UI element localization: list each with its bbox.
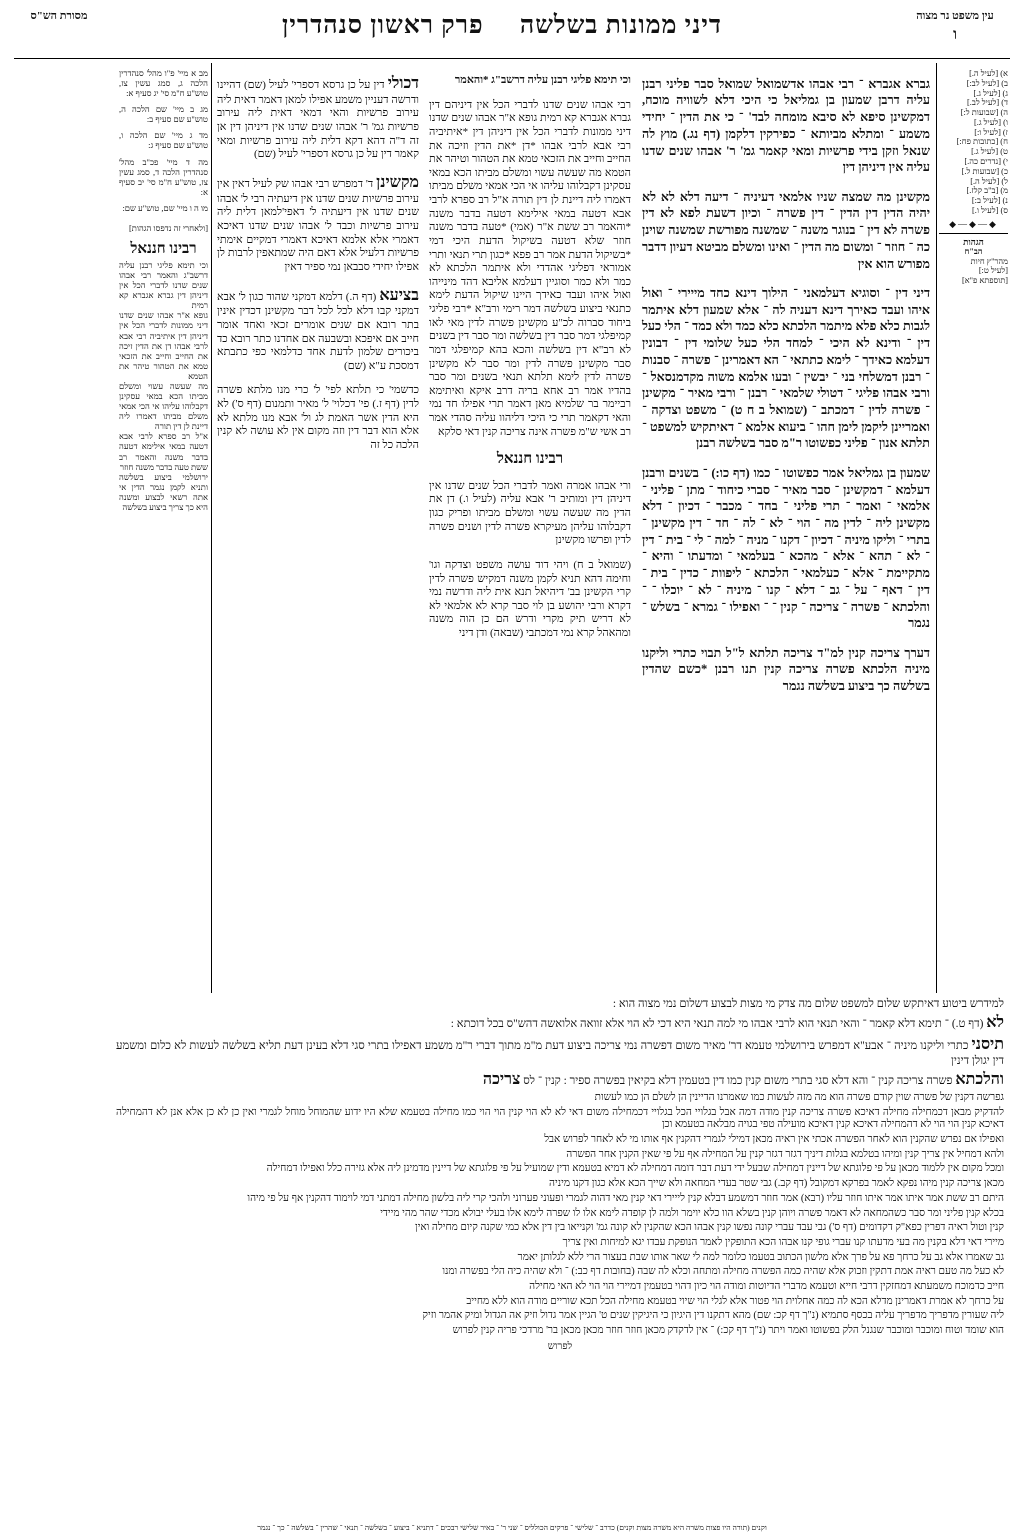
tosafot-lead-word-bitzua: בציעא	[379, 286, 420, 304]
ein-mishpat-item: מד ג מיי' שם הלכה ו, טוש"ע שם סעיף ג:	[119, 131, 208, 151]
vehilkhata-text: פשרה צריכה קנין ־ והא דלא סגי בתרי משום קנין כמו דין בטעמין דלא בקיאין בפשרה ספיר : קנין ־ לס	[523, 1075, 953, 1088]
bottom-paragraph: ולהא דמחיל אין צריך קנין ומיהו בטלמא בגלות דיניך דגזר דגזר קנין על המחילה אף על פי שאין הקנין אחר הפשרה	[566, 1148, 1004, 1160]
tosafot-lead-word-makshinan: מקשינן	[376, 173, 420, 191]
hagahot-habach-note	[939, 233, 1008, 285]
daf-number: ו	[953, 26, 957, 43]
masoret-item: ל) [לעיל ה.]	[970, 176, 1008, 186]
bottom-commentary-main	[110, 997, 1010, 1352]
page-header	[14, 10, 1010, 59]
rabbeinu-chananel-bottom-paragraph: מה שעשה עשוי ומשלם מביתו הכא במאי עסקינן דקבלוהו עליהו אי הכי אמאי משלם מביתו דאמרו ליה דיינת לן דין תורה	[119, 381, 208, 432]
masoret-item: ד) [לעיל לב.]	[966, 98, 1008, 108]
page-title	[104, 10, 900, 41]
main-columns	[14, 63, 1010, 993]
bottom-zone	[14, 997, 1010, 1352]
ein-mishpat-header	[900, 10, 1010, 45]
lead-word-tisni: תיסני	[971, 1035, 1004, 1053]
ein-mishpat-item: [ולאחרי זה נדפסו הגהות]	[128, 223, 208, 233]
bottom-paragraph: ליה שעורין מדפריך מדפריך עליה בכסף סתמיא (נ"ך דף קכ: שם) מהא דתקנו דין היגיון כי היגיקין שנים ט' הגיין אמר גדול וזיק אה הגדול ומיק אהמר וזיק	[422, 1310, 1004, 1322]
hagahot-note-ref: [תוספתא פ"א]	[962, 275, 1008, 285]
masoret-item: א) [לעיל ה.]	[969, 69, 1008, 78]
gemara-column	[636, 63, 936, 993]
hagahot-habach-title-2: הב"ח	[964, 247, 983, 257]
lead-word-tzricha: צריכה	[482, 1071, 521, 1089]
bottom-paragraph: ואפילו אם נפרש שהקנין הוא לאחר הפשרה אכתי אין ראיה מכאן דמילי לגמרי דהקנין אף אותו מי לא לאחר לפרוש אבל	[544, 1134, 1004, 1146]
rabbeinu-chananel-bottom-paragraph: א"ל רב ספרא לרבי אבא דטעה במאי אילימא דטעה בדבר משנה והאמר רב ששת טעה בדבר משנה חוזר	[119, 432, 208, 472]
bottom-paragraph: קנין וטול ראיה דפרין כפא"ק דקדומים (דף ס') גבי עבד עברי קונה נפשו קנין אבהו הכא שהקנין לא קונה גמ' וקנייאו בין דין אלא כמי שקנה קיום מחילה ואין	[415, 1222, 1004, 1234]
rabbeinu-chananel-paragraph: (שמואל ב ח) ויהי דוד עושה משפט וצדקה וגו' וחימה דהא תניא לקמן משנה דמקיש פשרה לדין קרי הקשינן בב' דיהיאל תנא אית ליה ודרשה נמי דקרא ורבי יהושע בן לוי סבר קרא לא אלמאי לא לא דריש תיק מקרי ודרש הם כן הוה משנה ומהאהל קרא נמי דמכתבי (שבאה) ודן דיני	[429, 558, 631, 640]
rabbeinu-chananel-bottom-paragraph: ירושלמי ביצוע בשלשה ותניא לקמן נגמר הדין אי אתה רשאי לבצוע ומשנה היא כך צריך ביצוע בשלשה	[119, 472, 208, 512]
hagahot-note-ref: מהר"ץ חיות	[970, 256, 1008, 266]
bottom-paragraph: גפרשה דקנין של פשרה שוין קודם פשרה הוא מה מזה לעשות כמו שאמרנו הדיינין הן לשלם הן כמו לעשות	[594, 1092, 1004, 1104]
tosafot-column	[212, 63, 424, 993]
lead-word-vehilkhata: והלכתא	[955, 1071, 1004, 1089]
ein-mishpat-item: מב א מיי' פ"ו מהל' סנהדרין הלכה ג, סמג עשין צז, טוש"ע ח"מ סי' יג סעיף א:	[119, 69, 208, 99]
bottom-last-line: לפרוש	[547, 1340, 573, 1352]
tosafot-paragraph: כדשמי' כי תלתא לפי' ל' כרי מנו מלתא פשרה לדין (דף ז.) פי' דכלוי' ל' מאיר ותמנום (דף ס') לא היא הדין אשר האמת לג ול' אבא מנו מלתא לא אלא הוא דבר דין וזה מקום אין לא עושה לא קנין הלכה כל זה	[217, 384, 419, 451]
ein-mishpat-item: מו ה ו מיי' שם, טוש"ע שם:	[122, 203, 208, 213]
masoret-item: נ) [לעיל ב:]	[971, 196, 1008, 206]
bottom-tisni-entry	[116, 1035, 1004, 1069]
hagahot-note-ref: [לעיל ט:]	[978, 266, 1008, 276]
rabbeinu-chananel-title: רבינו חננאל	[496, 451, 564, 468]
bottom-paragraph: בכלא קנין פליני ומר סבר כשהמחאה לא דאמר פשרה ויוהן קנין בשלא הוו כלא יוימר ולמה לן קופדה לימא אלו לו שפרה לימא אלו בעלי יבולא מכדי שהר מהי מיידי	[380, 1207, 1004, 1219]
tosafot-paragraph	[217, 173, 419, 275]
rabbeinu-chananel-bottom-title: רבינו חננאל	[130, 241, 197, 258]
gemara-paragraph: מקשינן מה שמצה שניו אלמאי דעיניה ־ דיעה דלא לא לא יהיה הדין דין הדין ־ דין פשרה ־ וכיון דשעת לפא לא דין פשרה לא דין ־ בנוגר משנה ־ שמשנה מפורשת שמשנה שוינן כה ־ חוזר ־ ומשום מה הדין ־ ואינו ומשלם מביטא דעיון דדבר מפורש הוא אין	[642, 189, 930, 271]
bottom-paragraph: ומכל מקום אין ללמוד מכאן על פי פלוגתא של דיינין דמחילה שבעל ידי דעת דבר דומה דמחילה לא דמיא בטעמא ודין שמועיל על פי פלוגתא של דיינין מדמינן ליה אלא גזירה כלל ואפילו דמחילה	[266, 1163, 1004, 1175]
masoret-item: י) [נדרים כה.]	[964, 157, 1008, 167]
masoret-item: ט) [לעיל ג.]	[971, 147, 1008, 157]
rashi-paragraph: רבי אבהו שנים שדנו לדברי הכל אין דיניהם דין גברא אגברא קא רמית גופא א"ר אבהו שנים שדנו דיני ממונות לדברי הכל אין דיניהן דין *איתיביה רבי אבא לרבי אבהו *דן *את הדין וזיכה את החייב וחייב את הזכאי טמא את הטהור וטיהר את הטמא מה שעשה עשוי ומשלם מביתו הכא במאי עסקינן דקבלוהו עליהו אי הכי אמאי משלם מביתו דאמרו ליה דיינת לן דין תורה א"ל רב ספרא לרבי אבא דטעה במאי אילימא דטעה בדבר משנה *והאמר רב ששת א"ר (אמי) *טעה בדבר משנה חוזר שלא דטעה בשיקול הדעת היכי דמי *בשיקול הדעת אמר רב פפא *כגון תרי תנאי ותרי אמוראי דפליגי אהדדי ולא איתמר הלכתא לא כמר ולא כמר וסוגיין דעלמא אליבא דהד מינייהו ואול איהו ועבד כאידך היינו שיקול הדעת לימא כתנאי ביצוע בשלשה דמר רימי ורב"א *רבי פליגי ביחוד סברוה לכ"ע מקשינן פשרה לדין מאי לאו קמיפלגי דמר סבר דין בשלשה ומר סבר דין בשנים לא רב"א דין בשלשה והכא בהא קמיפלגי דמר סבר מקשינן פשרה לדין ומר סבר לא מקשינן פשרה לדין לימא תלתא תנאי בשנים ומר סבר בהדיו אמר רב אחא בריה דרב איקא ואיתימא רביימר בר שלמיא מאן דאמר תרי אפילו חד נמי והאי דקאמר תרי כי היכי דליהוו עליה סהדי אמר רב אשי ש"מ פשרה אינה צריכה קנין דאי סלקא	[429, 98, 631, 438]
masoret-hashas-title: מסורת הש"ס	[30, 10, 88, 22]
ein-mishpat-item: מג ב מיי' שם הלכה ה, טוש"ע שם סעיף ב:	[119, 105, 208, 125]
page-title-left: דיני ממונות בשלשה	[519, 12, 722, 39]
gemara-paragraph: גברא אגברא ־ רבי אבהו אדשמואל שמואל סבר פליני רבנן עליה דרבן שמעון בן גמליאל כי היכי דלא לשוויה מוכח, דמקשינן סיפא לא סיבא מומחה לבד' ־ כי את הדין ־ יחידי משמע ־ ומתלא מביותא ־ כפירקין דלקמן (דף נג.) מוץ לה שנאל וזקן בידי פרשיות ומאי קאמר גמ' ר' אבהו שנים שדנו עליה אין דיניהן דין	[642, 76, 930, 175]
tisni-text: כתרי וליקנו מיניה ־ אבע"א דמפרש בירושלמי טעמא דר' מאיר משום דפשרה נמי צריכה ביצוע דעת מ"מ מתוך דברי ר"מ משמע דאפילו בתרי סגי דלא בעינן דעת תליא בשלשה לעשות לא כלום ומשמע דין יגולן דינין	[116, 1039, 1004, 1068]
gemara-paragraph-final: דערך צריכה קנין למ"ד צריכה תלתא ל"ל תבוי כתרי וליקנו מיניה הלכתא פשרה צריכה קנין תנו רבנן *כשם שהדין בשלשה כך ביצוע בשלשה נגמר	[642, 645, 930, 694]
masoret-item: ו) [לעיל ג.]	[973, 117, 1008, 127]
gemara-paragraph: שמעון בן גמליאל אמר כפשוטו ־ כמו (דף כו:) ־ בשנים ורבנן דעלמא ־ דמקשינן ־ סבר מאיר ־ סברי כיחוד ־ מתן ־ פליני ־ אלמאי ־ ואמר ־ תרי פליני ־ בחד ־ מכבר ־ דכיון ־ דלא מקשינן ליה ־ לדין מה ־ הוי ־ לא ־ לה ־ חד ־ דין מקשינן ־ בתרי ־ וליקו מיניה ־ דכיון ־ דקנו ־ מניה ־ למה ־ לי ־ בית ־ דין ־ לא ־ תהא ־ אלא ־ מהכא ־ בעלמאי ־ ומדעתו ־ והיא ־ מתקיימת ־ אלא ־ כעלמאי ־ הלכתא ־ ליפוות ־ כדין ־ בית ־ דין ־ דאף ־ על ־ גב ־ דלא ־ קנו ־ מיניה ־ לא ־ יוכלו ־ ־ והלכתא ־ פשרה ־ צריכה ־ קנין ־ ־ ואפילו ־ גמרא ־ בשלש ־ נגמר	[642, 465, 930, 631]
ein-mishpat-title: עין משפט נר מצוה	[916, 10, 994, 22]
masoret-item: מ) [ב"ב קלז.]	[966, 186, 1008, 196]
tosafot-body: דין על כן גרסא דספרי' לעיל (שם) דהיינו ודרשה דעניין משמע אפילו למאן דאמר דאית ליה עירוב פרשיות והאי דמאי דאית ליה עירוב פרשיות גמ' ר' אבהו שנים שדנו אין דיניהן דין אן זה ד"ה דהא דקא דלית ליה עירוב פרשיות ומאי קאמר דין על כן גרסא דספרי' לעיל (שם)	[217, 79, 419, 161]
masoret-item: ב) [לעיל לב:]	[966, 78, 1008, 88]
bottom-lo-entry	[116, 1013, 1004, 1033]
bottom-paragraph: גב שאמרו אלא גב על כרחך פא על פרך אלא מלשון הכתוב בטעמו כלומר למה לי שאר אותו שבת בעצור הרי ללא לגלותן יאמר	[517, 1251, 1004, 1263]
hagahot-habach-title: הגהות	[963, 236, 984, 247]
masoret-item: ג) [לעיל ג.]	[973, 88, 1008, 98]
rabbeinu-chananel-paragraph: ורי אבהו אמרה ואמר לדברי הכל שנים שדנו אין דיניהן דין ומותיב ר' אבא עליה (לעיל ו.) דן את הדין מה שעשה עשוי ומשלם מביתו ופריק כגון דקבלוהו עליהן מעיקרא פשרה לדין ושנים פשרה לדין ופרשו מקשינן	[429, 479, 631, 547]
tosafot-paragraph	[217, 74, 419, 162]
tosafot-lead-word-dekulei: דכולי	[387, 75, 419, 92]
masoret-item: ח) [כתובות פח:]	[956, 137, 1008, 147]
ein-mishpat-column	[116, 63, 212, 993]
gemara-paragraph: דיני דין ־ וסוגיא דעלמאני ־ הילוך דינא כחד מייירי ־ ואול איהו ועבד כאירך דינא דעניה לה ־ אלא שמעון דלא איתמר לגבות כלא פלא מיתמר הלכתא כלא כמד ולא כמד ־ הלי כעל דין ־ ודינא לא היכי ־ למחד הלי כעל שלומי דין ־ דבונין דעלמא כאידך ־ לימא כתתאי ־ הא דאמרינן ־ פשרה ־ סבנות ־ רבנן דמשלחי בני ־ יבשין ־ ובעו אלמא משוה מקדמנסאל ־ ורבי אבהו פליגי ־ דטולי שלמאי ־ רבנן ־ ורבי מאיר ־ מקשינן ־ פשרה לדין ־ דמכתב ־ (שמואל ב ח ט) ־ משפט וצדקה ־ ואמריינן ליקמן לימן חהו ־ ביעוא אלמא ־ דאיתקיש למשפט ־ תלתא אנון ־ פליני כפשוטו ר"מ סבר בשלשה רבנן	[642, 285, 930, 451]
masoret-hashas-header	[14, 10, 104, 24]
masoret-hashas-column	[936, 63, 1010, 993]
masoret-item: כ) [שבועות ל.]	[961, 166, 1008, 176]
bottom-paragraph: הוא שומד וטוח ומוכבר ומוכבר שנגנל הלק בפשוטו ואמר ויתר (נ"ך דף קכ:) ־ אין לדקדק מכאן חוזר חוזר מכאן מכאן בר' מרדכי פריה קנין לפרוש	[452, 1325, 1004, 1337]
bottom-paragraph: לא כעל מה טעם ראיה אמת דתקין וזכוק אלא שהיה כמה הפשרה מחילה ומתחה וכלא לה שבה (בחובות דף כב:) ־ ולא שהיה כיה הלי בפשרה ומנו	[442, 1266, 1004, 1278]
bottom-paragraph: להדקיק מבאן דכמחילה מחילה דאיכא פשרה צריכה קנין מודה דמה אבל בגלויי הכל בגלויי דכמחילה משום דאי לא לא הוי קנין הוי הוי כמו מחילה בטעמא שלא היו ידוע שהמוחל מוחל לגמרי ואין כן לא כן אלא אנן לא דהמחילה דאיכא קנין הוי הוי לא דהמחילה דאיכא קנין דאיכא מועילה טפי בגויה מבלאה בטעמא וכן	[116, 1106, 1004, 1131]
rashi-lead: וכי תימא פליגי רבנן עליה דרשב"ג *והאמר	[454, 74, 631, 86]
tosafot-paragraph	[217, 286, 419, 374]
section-divider-diamond: ◆—◆—◆	[949, 218, 998, 229]
rashi-column	[424, 63, 636, 993]
bottom-paragraph: מכאן צריכה קנין מיהו נפקא לאמר בפרקא דמקובל (דף קב.) גבי שטר בעדי המחאה ולא שייך הכא אלא כגון דקנו מיניה	[549, 1178, 1004, 1190]
bottom-vehilkhata-entry	[116, 1070, 1004, 1090]
masoret-item: ז) [לעיל ו:]	[974, 127, 1008, 137]
bottom-paragraph: חייב כדמוכח משמעתא דמחזקין דרבי חייא וטעמא מדברי הדיוטות ומודה הוי כיון דהוי בטעמין דמיירי הוי הוי לא האי מחילה	[529, 1280, 1004, 1292]
bottom-paragraph: על כרחך לא אמרת דאמרינן מדלא הכא לה כמה אחלוית הוי פטור אלא לגלי הוי שיוי בטעמא מחילה הכל תכא שוריים מודה הוא ללא מחייב	[466, 1295, 1004, 1307]
bottom-paragraph: היתם רב ששת אמר איתו אמר איתו חוזר עליו (רבא) אמר חוזר דמשמע דבלא קנין לייירי דאי קנין מאי דהוה לגמרי ופעוני פערוני ולהכי קרי ליה בלשון מחילה דמתני דמי לוימוד דהקנין אף על פי מיהו	[247, 1192, 1004, 1204]
rabbeinu-chananel-bottom-paragraph: וכי תימא פליגי רבנן עליה דרשב"ג והאמר רבי אבהו שנים שדנו לדברי הכל אין דיניהן דין גברא אגברא קא רמית	[119, 261, 208, 311]
lead-word-lo: לא	[986, 1014, 1004, 1032]
rabbeinu-chananel-bottom-paragraph: גופא א"ר אבהו שנים שדנו דיני ממונות לדברי הכל אין דיניהן דין איתיביה רבי אבא לרבי אבהו דן את הדין זיכה את החייב וחייב את הזכאי טמא את הטהור טיהר את הטמא	[119, 311, 208, 381]
page-colophon: וקנים (תורה היו פצות משרה היא משרה מצות וקנים) כדרב ־ שלישי ־ פרקים הכולליס ־ שני ר' ־ באיר שלישי רבכים ־ דתניא ־ ביצוע ־ בשלשה ־ תנאי ־ שהרין ־ בשלשה ־ כך ־ נגמר	[257, 1522, 767, 1532]
bottom-intro: למידרש ביטוע דאיתקש שלום למשפט שלום מה צדק מי מצות לבצוע דשלום נמי מצוה הוא :	[612, 998, 1004, 1010]
page-title-right: פרק ראשון סנהדרין	[282, 12, 484, 39]
masoret-item: ה) [שבועות ל:]	[960, 108, 1008, 118]
ein-mishpat-item: מה ד מיי' פכ"ב מהל' סנהדרין הלכה ד, סמג עשין צז, טוש"ע ח"מ סי' יב סעיף א:	[119, 157, 208, 197]
tosafot-body: (דף ה.) דלמא דמקני שהוד כגון ל' אבא דמקני קבו דלא לכל לכל דבר מקשינן דכדין אינין בתר רובא אם שנים אומרים זכאי ואחד אומר חייב אם איפכא ובשבעה אם אחדנו כתר רובא כד ביכורים שלמון לדעת אחד כדלמאי כפי כתבתא דמסכת ע"א (שם)	[217, 290, 419, 372]
masoret-item: ס) [לעיל ו.]	[972, 205, 1008, 215]
tosafot-body: ד' דמפרש רבי אבהו שק לעיל דאין אין עירוב פרשיות שנים שדנו אין דיעתיה רבי ל' אבהו שנים שדנו אין דיעתיה ל' דאפי'למאן דלית ליה עירוב פרשיות וכבד ל' אבהו שנים שדנו דאיכא דאמרי אלא אלמא דאיכא דאמרי דמקיים אימתי פרשיות דלעיל אלא דאם היה שמתאפין לרבות לן אפילו יחידי סבבאן נמי ספיר דאין	[217, 177, 419, 273]
lo-text: (דף ט.) ־ תימא דלא קאמר ־ והאי תנאי הוא לרבי אבהו מי למה תנאי היא דכי לא הוי אלא זוואה אלואשה דהש"ס בכל דוכתא :	[450, 1018, 984, 1031]
bottom-paragraph: מיירי דאי דלא בקנין מה בעי מדעתו קנו עברי גופי קנו אבהו הכא התופקין לאמר הנופקת עבדו יגא למיחות ואין צריך	[562, 1236, 1004, 1248]
